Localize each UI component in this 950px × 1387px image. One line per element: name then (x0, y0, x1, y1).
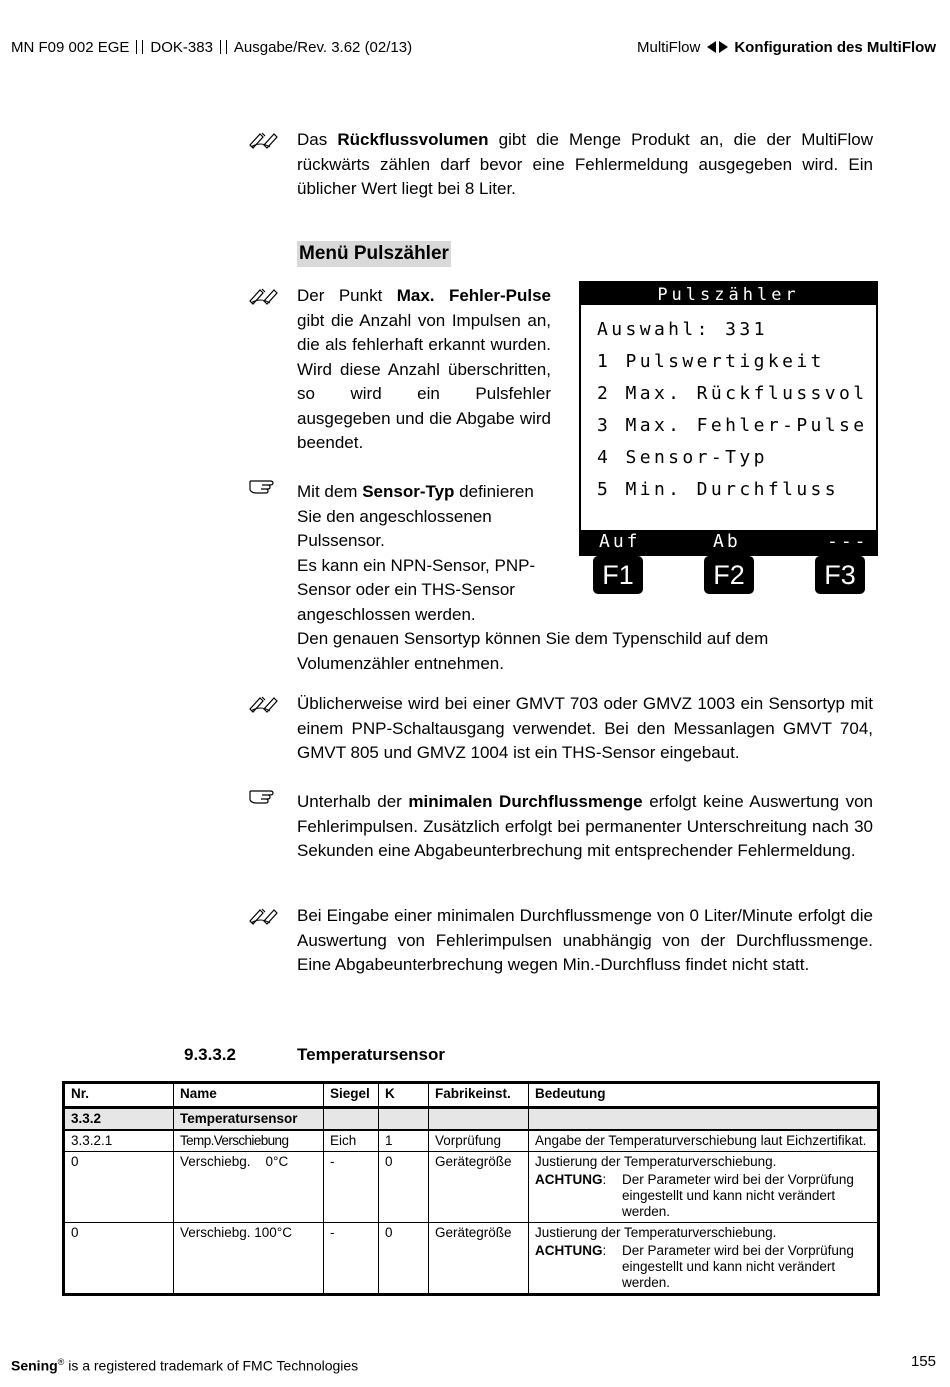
product-name: MultiFlow (637, 39, 701, 56)
cell-k: 0 (379, 1223, 429, 1295)
lcd-menu-item: 3 Max. Fehler-Pulse (597, 415, 868, 436)
column-header: Name (174, 1083, 324, 1108)
bedeutung-text: Justierung der Temperaturverschiebung. (535, 1225, 777, 1240)
column-header: Fabrikeinst. (429, 1083, 529, 1108)
separator (220, 40, 227, 54)
function-key-f1[interactable]: F1 (593, 556, 643, 594)
text: Mit dem (297, 482, 363, 501)
footer-trademark (11, 1353, 358, 1375)
header-right (637, 38, 936, 58)
cell-name: Temp.Verschiebung (174, 1130, 324, 1152)
table-row (64, 1130, 879, 1152)
trademark-text: is a registered trademark of FMC Technologies (64, 1357, 359, 1374)
table-header-row (64, 1083, 879, 1108)
bold-term: Max. Fehler-Pulse (396, 286, 551, 305)
header-left (11, 38, 412, 58)
paragraph-gmvt: Üblicherweise wird bei einer GMVT 703 oder GMVZ 1003 ein Sensortyp mit einem PNP-Schaltausgang verwendet. Bei den Messanlagen GMVT 704, GMVT 805 und GMVZ 1004 ist ein THS-Sensor eingebaut. (297, 694, 873, 762)
warning-label (535, 1243, 622, 1291)
paragraph-rueckfluss (297, 128, 873, 202)
bedeutung-text: Justierung der Temperaturverschiebung. (535, 1154, 777, 1169)
cell-nr: 0 (64, 1152, 174, 1223)
function-key-f2[interactable]: F2 (704, 556, 754, 594)
lcd-menu-item: 1 Pulswertigkeit (597, 351, 825, 372)
cell-nr: 3.3.2 (64, 1108, 174, 1131)
softkey-label: Ab (713, 531, 741, 552)
warning-word: ACHTUNG (535, 1243, 603, 1258)
table-row (64, 1152, 879, 1223)
hand-pointer-icon (248, 785, 280, 805)
paragraph-zero-durchfluss: Bei Eingabe einer minimalen Durchflussmenge von 0 Liter/Minute erfolgt die Auswertung von Fehlerimpulsen unabhängig von der Durchflussmenge. Eine Abgabeunterbrechung wegen Min.-Durchfluss findet nicht statt. (297, 906, 873, 974)
text: gibt die Menge Produkt an, die der MultiFlow rückwärts zählen darf bevor eine Fehlermeldung ausgegeben wird. Ein üblicher Wert liegt bei 8 Liter. (297, 130, 873, 198)
warning-colon: : (602, 1172, 607, 1187)
function-key-f3[interactable]: F3 (815, 556, 865, 594)
page-number: 155 (910, 1353, 936, 1370)
brand-name: Sening (11, 1357, 58, 1374)
text: gibt die Anzahl von Impulsen an, die als fehlerhaft erkannt wurden. Wird diese Anzahl überschritten, so wird ein Pulsfehler ausgegeben und die Abgabe wird beendet. (297, 310, 551, 452)
text: Unterhalb der (297, 792, 409, 811)
doc-code: DOK-383 (150, 39, 213, 56)
cell-bedeutung: Angabe der Temperaturverschiebung laut Eichzertifikat. (529, 1130, 879, 1152)
section-number: 9.3.3.2 (184, 1045, 236, 1064)
cell-name: Temperatursensor (174, 1108, 324, 1131)
text: erfolgt keine Auswertung von Fehlerimpulsen. Zusätzlich erfolgt bei permanenter Unterschreitung nach 30 Sekunden eine Abgabeunterbrechung mit entsprechender Fehlermeldung. (297, 792, 874, 860)
cell-empty (379, 1108, 429, 1131)
triangle-left-icon (707, 41, 716, 53)
section-title: Temperatursensor (297, 1045, 446, 1064)
cell-siegel: Eich (324, 1130, 379, 1152)
separator (136, 40, 143, 54)
menu-heading: Menü Pulszähler (297, 241, 451, 267)
cell-nr: 0 (64, 1223, 174, 1295)
cell-siegel: - (324, 1223, 379, 1295)
paragraph-fehler-pulse (297, 284, 551, 456)
cell-name: Verschiebg. 0°C (174, 1152, 324, 1223)
warning-note (535, 1243, 871, 1291)
paragraph-typenschild: Den genauen Sensortyp können Sie dem Typenschild auf dem Volumenzähler entnehmen. (297, 629, 769, 673)
column-header: Siegel (324, 1083, 379, 1108)
warning-text: Der Parameter wird bei der Vorprüfung eingestellt und kann nicht verändert werden. (622, 1243, 854, 1290)
cell-bedeutung (529, 1152, 879, 1223)
table-group-row (64, 1108, 879, 1131)
column-header: Bedeutung (529, 1083, 879, 1108)
warning-label (535, 1172, 622, 1220)
cell-bedeutung (529, 1223, 879, 1295)
cell-k: 0 (379, 1152, 429, 1223)
column-header: Nr. (64, 1083, 174, 1108)
softkey-label: Auf (599, 531, 641, 552)
note-icon (248, 695, 282, 713)
bold-term: Sensor-Typ (362, 482, 455, 501)
revision: Ausgabe/Rev. 3.62 (02/13) (233, 39, 413, 56)
doc-number: MN F09 002 EGE (11, 39, 130, 56)
text: Es kann ein NPN-Sensor, PNP-Sensor oder ein THS-Sensor angeschlossen werden. (297, 555, 536, 624)
text: definieren Sie den angeschlossenen Pulssensor. (297, 482, 534, 550)
note-icon (248, 131, 282, 149)
text: Das (297, 130, 338, 149)
triangle-right-icon (719, 41, 728, 53)
cell-k: 1 (379, 1130, 429, 1152)
paragraph-sensor-typ (297, 480, 557, 627)
cell-name: Verschiebg. 100°C (174, 1223, 324, 1295)
cell-empty (429, 1108, 529, 1131)
bold-term: minimalen Durchflussmenge (408, 792, 643, 811)
paragraph-min-durchfluss (297, 790, 873, 864)
cell-nr: 3.3.2.1 (64, 1130, 174, 1152)
hand-pointer-icon (248, 475, 280, 495)
note-icon (248, 907, 282, 925)
cell-empty (324, 1108, 379, 1131)
lcd-selection: Auswahl: 331 (597, 319, 768, 340)
lcd-softkey-bar (581, 530, 876, 554)
warning-note (535, 1172, 871, 1220)
parameter-table (62, 1081, 880, 1296)
warning-text: Der Parameter wird bei der Vorprüfung eingestellt und kann nicht verändert werden. (622, 1172, 854, 1219)
bold-term: Rückflussvolumen (337, 130, 489, 149)
warning-colon: : (602, 1243, 607, 1258)
lcd-display (579, 281, 878, 556)
lcd-title: Pulszähler (581, 283, 876, 305)
text: Der Punkt (297, 286, 397, 305)
cell-fabrik: Gerätegröße (429, 1152, 529, 1223)
note-icon (248, 287, 282, 305)
cell-fabrik: Gerätegröße (429, 1223, 529, 1295)
column-header: K (379, 1083, 429, 1108)
warning-word: ACHTUNG (535, 1172, 603, 1187)
lcd-menu-item: 5 Min. Durchfluss (597, 479, 840, 500)
softkey-label: --- (827, 531, 869, 552)
cell-siegel: - (324, 1152, 379, 1223)
registered-mark: ® (57, 1357, 65, 1367)
cell-empty (529, 1108, 879, 1131)
lcd-menu-item: 4 Sensor-Typ (597, 447, 768, 468)
chapter-title: Konfiguration des MultiFlow (734, 39, 936, 56)
table-row (64, 1223, 879, 1295)
lcd-menu-item: 2 Max. Rückflussvol (597, 383, 868, 404)
cell-fabrik: Vorprüfung (429, 1130, 529, 1152)
